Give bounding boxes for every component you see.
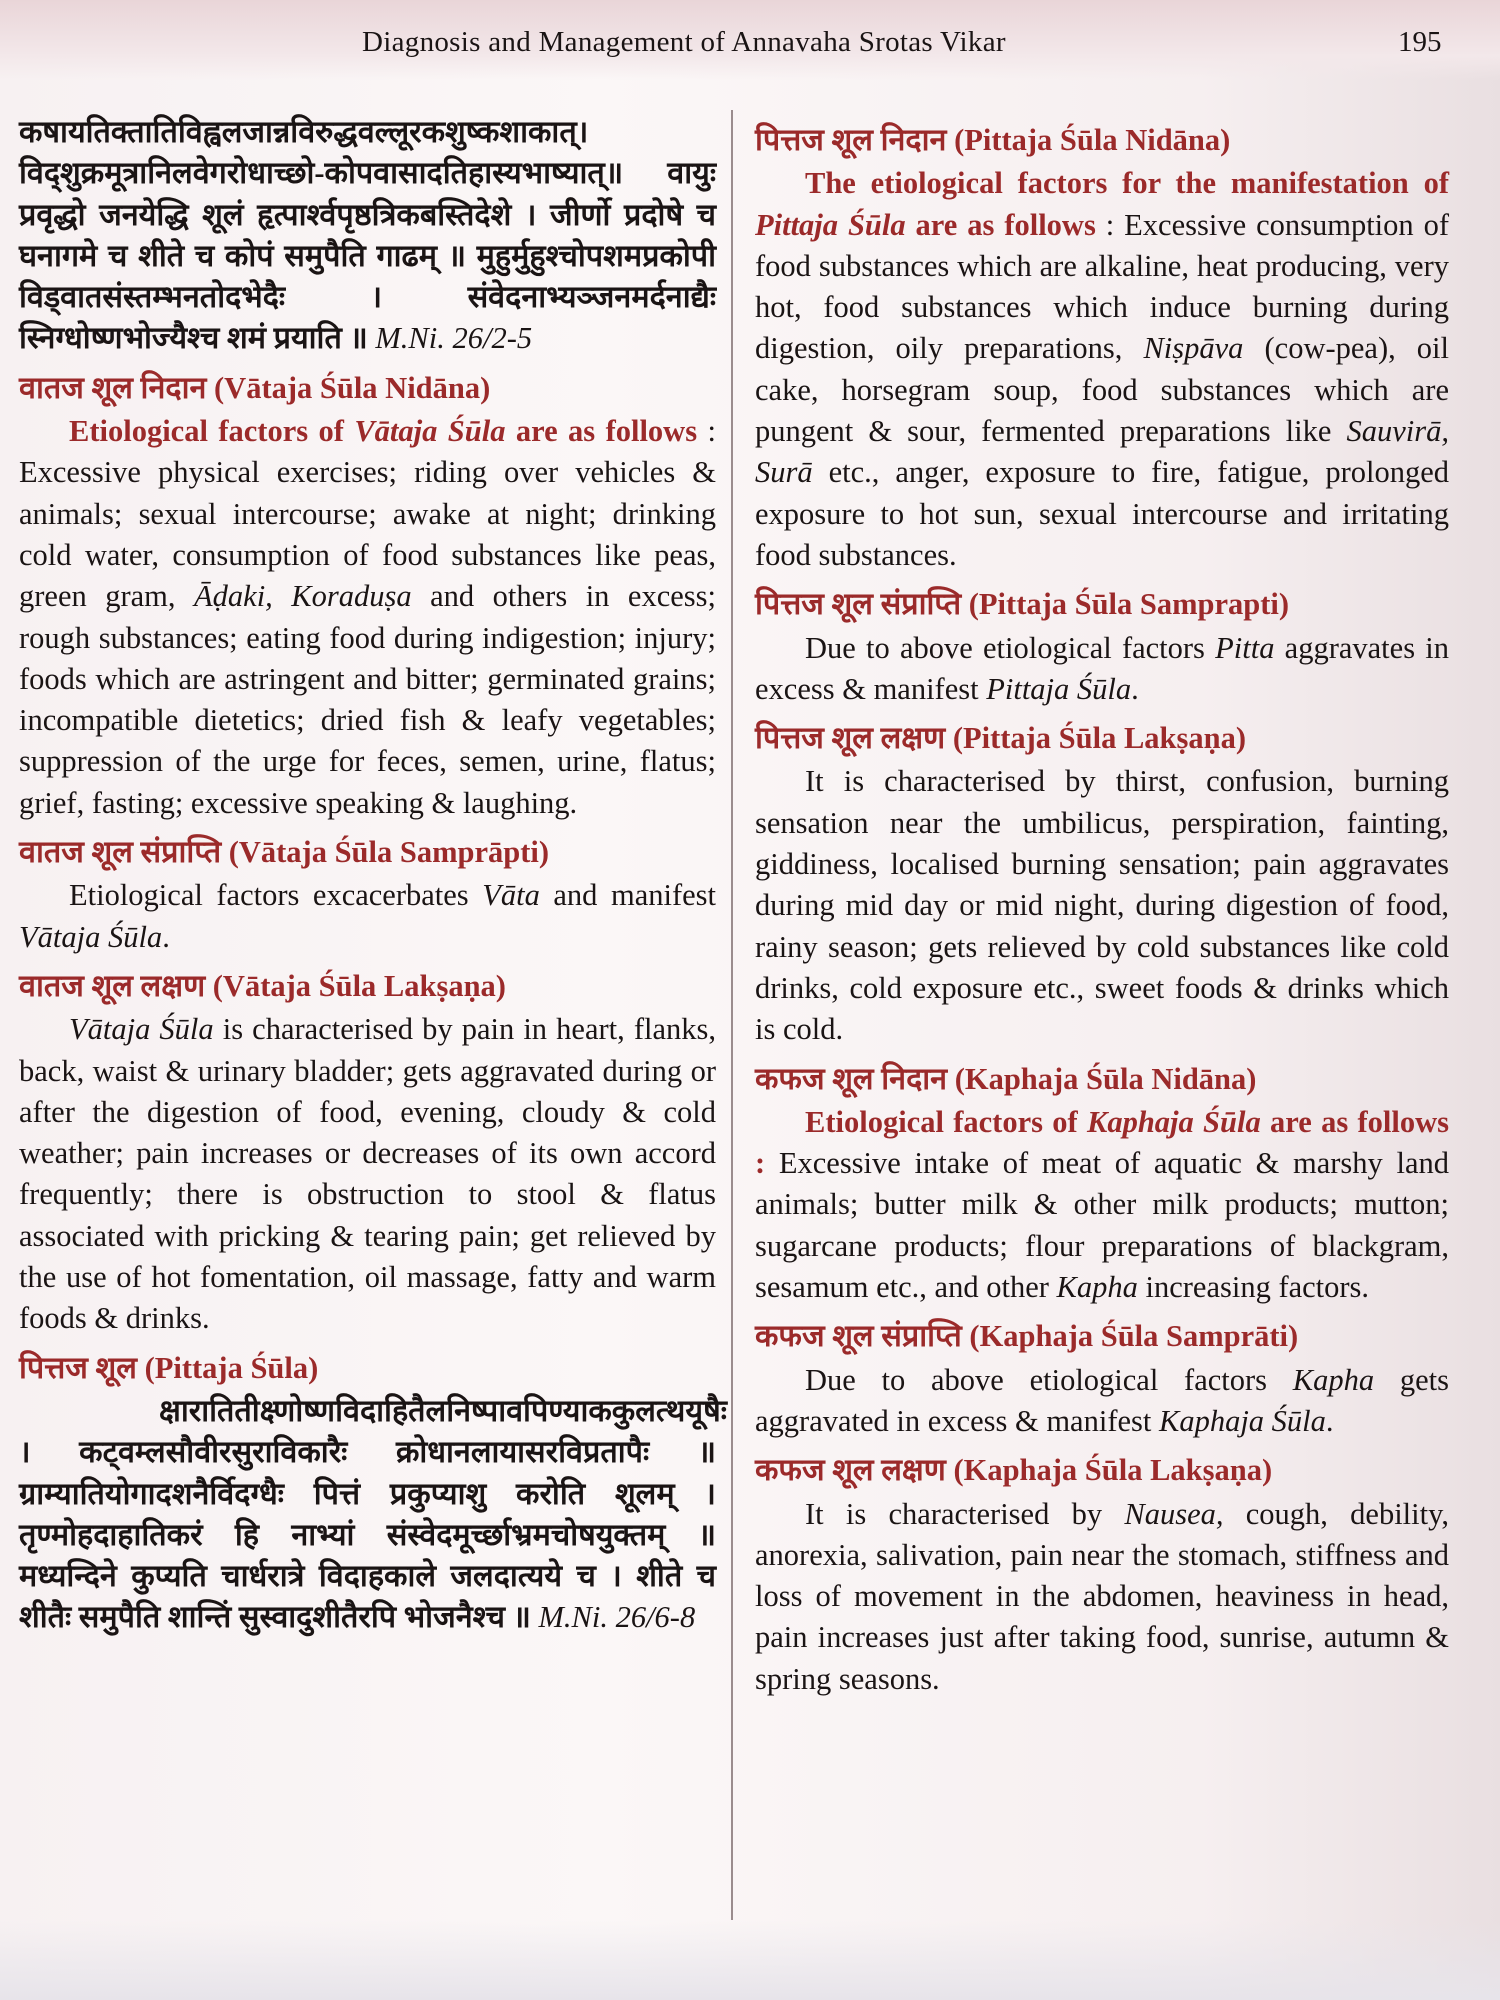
text-run: वातज शूल लक्षण (Vātaja Śūla Lakṣaṇa) bbox=[19, 968, 506, 1003]
text-run: . bbox=[1325, 1403, 1334, 1438]
highlighted-text: are as follows bbox=[505, 414, 698, 449]
text-run: पित्तज शूल संप्राप्ति (Pittaja Śūla Samprapti) bbox=[755, 587, 1290, 622]
text-run: increasing factors. bbox=[1137, 1270, 1370, 1305]
text-run: Due to above etiological factors bbox=[805, 630, 1216, 665]
text-run: पित्तज शूल लक्षण (Pittaja Śūla Lakṣaṇa) bbox=[755, 721, 1246, 756]
italic-term: M.Ni. 26/2-5 bbox=[375, 321, 533, 356]
text-run: कफज शूल संप्राप्ति (Kaphaja Śūla Samprāti) bbox=[755, 1319, 1299, 1354]
highlighted-text: The etiological factors for the manifestation of bbox=[805, 166, 1449, 201]
sanskrit-verse bbox=[19, 1391, 727, 1639]
section-heading bbox=[755, 1450, 1449, 1491]
sanskrit-verse bbox=[19, 112, 716, 360]
text-run: कषायतिक्तातिविह्वलजान्नविरुद्धवल्लूरकशुष्कशाकात्। विद्शुक्रमूत्रानिलवेगरोधाच्छो-कोपवासादतिहास्यभाष्यात्॥ वायुः प्रवृद्धो जनयेद्धि शूलं हृत्पार्श्वपृष्ठत्रिकबस्तिदेशे । जीर्णो प्रदोषे च घनागमे च शीते च कोपं समुपैति गाढम् ॥ मुहुर्मुहुश्चोपशमप्रकोपी विड्वातसंस्तम्भनतोदभेदैः । संवेदनाभ्यञ्जनमर्दनाद्यैः स्निग्धोष्णभोज्यैश्च शमं प्रयाति ॥ bbox=[19, 115, 716, 356]
text-run: क्षारातितीक्ष्णोष्णविदाहितैलनिष्पावपिण्याककुलत्थयूषैः । कट्वम्लसौवीरसुराविकारैः क्रोधानलायासरविप्रतापैः ॥ ग्राम्यातियोगादशनैर्विदग्धैः पित्तं प्रकुप्याशु करोति शूलम् । तृण्मोहदाहातिकरं हि नाभ्यां संस्वेदमूर्च्छाभ्रमचोषयुक्तम् ॥ मध्यन्दिने कुप्यति चार्धरात्रे विदाहकाले जलदात्यये च । शीते च शीतैः समुपैति शान्तिं सुस्वादुशीतैरपि भोजनैश्च ॥ bbox=[19, 1393, 727, 1635]
section-heading bbox=[755, 1316, 1449, 1357]
section-heading bbox=[19, 832, 716, 873]
text-run: gets aggravated in excess & manifest bbox=[755, 1362, 1449, 1438]
text-run: etc., anger, exposure to fire, fatigue, prolonged exposure to hot sun, sexual intercourse and irritating food substances. bbox=[755, 455, 1449, 572]
section-heading bbox=[19, 368, 716, 409]
running-title: Diagnosis and Management of Annavaha Srotas Vikar bbox=[362, 26, 1006, 58]
section-heading bbox=[755, 120, 1449, 161]
paragraph bbox=[755, 1360, 1449, 1443]
text-run: Excessive intake of meat of aquatic & marshy land animals; butter milk & other milk products; mutton; sugarcane products; flour preparations of blackgram, sesamum etc., and other bbox=[755, 1146, 1449, 1305]
text-run: It is characterised by thirst, confusion, burning sensation near the umbilicus, perspiration, fainting, giddiness, localised burning sensation; pain aggravates during mid day or mid night, during digestion of food, rainy season; gets relieved by cold substances like cold drinks, cold exposure etc., sweet foods & drinks which is cold. bbox=[755, 764, 1449, 1047]
highlighted-text: Etiological factors of bbox=[805, 1104, 1087, 1139]
text-run: पित्तज शूल (Pittaja Śūla) bbox=[19, 1350, 319, 1385]
section-heading bbox=[755, 718, 1449, 759]
section-heading bbox=[19, 966, 716, 1007]
italic-term: Pitta bbox=[1215, 630, 1275, 665]
text-run: कफज शूल निदान (Kaphaja Śūla Nidāna) bbox=[755, 1061, 1257, 1096]
text-run: Etiological factors excacerbates bbox=[69, 878, 483, 913]
paragraph bbox=[19, 411, 716, 824]
left-column bbox=[19, 112, 727, 1639]
text-run: वातज शूल निदान (Vātaja Śūla Nidāna) bbox=[19, 370, 491, 405]
text-run: cough, debility, anorexia, salivation, pain near the stomach, stiffness and loss of movement in the abdomen, heaviness in head, pain increases just after taking food, sunrise, autumn & spring seasons. bbox=[755, 1496, 1449, 1696]
column-divider bbox=[731, 110, 733, 1920]
highlighted-text: Etiological factors of bbox=[69, 414, 355, 449]
paragraph bbox=[755, 1102, 1449, 1308]
text-run: वातज शूल संप्राप्ति (Vātaja Śūla Samprāpti) bbox=[19, 835, 549, 870]
italic-term: Kapha bbox=[1292, 1362, 1375, 1397]
highlighted-text: Kaphaja Śūla bbox=[1086, 1104, 1261, 1139]
italic-term: Nausea, bbox=[1124, 1496, 1224, 1531]
italic-term: Kapha bbox=[1056, 1270, 1138, 1305]
highlighted-text: are as follows bbox=[905, 207, 1096, 242]
text-run: and others in excess; rough substances; eating food during indigestion; injury; foods which are astringent and bitter; germinated grains; incompatible dietetics; dried fish & leafy vegetables; suppression of the urge for feces, semen, urine, flatus; grief, fasting; excessive speaking & laughing. bbox=[19, 579, 717, 820]
paragraph bbox=[19, 875, 716, 958]
page-bottom-shadow bbox=[0, 1920, 1500, 2000]
italic-term: Niṣpāva bbox=[1143, 331, 1244, 366]
text-run: It is characterised by bbox=[805, 1496, 1125, 1531]
page-number: 195 bbox=[1398, 26, 1442, 58]
section-heading bbox=[755, 1059, 1449, 1100]
highlighted-text: are as follows : bbox=[755, 1104, 1449, 1181]
italic-term: Āḍaki, Koraduṣa bbox=[194, 579, 412, 614]
text-run: aggravates in excess & manifest bbox=[755, 630, 1450, 706]
text-run: : Excessive physical exercises; riding over vehicles & animals; sexual intercourse; awake at night; drinking cold water, consumption of food substances like peas, green gram, bbox=[19, 414, 716, 614]
text-run: : Excessive consumption of food substances which are alkaline, heat producing, very hot, food substances which induce burning during digestion, oily preparations, bbox=[755, 207, 1449, 366]
italic-term: Vātaja Śūla bbox=[19, 919, 163, 954]
italic-term: Kaphaja Śūla bbox=[1158, 1403, 1326, 1438]
italic-term: Pittaja Śūla bbox=[986, 671, 1132, 706]
section-heading bbox=[19, 1348, 716, 1389]
text-run: . bbox=[162, 919, 170, 954]
text-run: पित्तज शूल निदान (Pittaja Śūla Nidāna) bbox=[755, 123, 1231, 157]
italic-term: Vāta bbox=[482, 878, 540, 913]
text-run: . bbox=[1131, 671, 1139, 706]
text-run: and manifest bbox=[539, 878, 716, 913]
right-column bbox=[755, 112, 1449, 1700]
italic-term: M.Ni. 26/6-8 bbox=[538, 1600, 696, 1635]
paragraph bbox=[755, 163, 1449, 576]
italic-term: Vātaja Śūla bbox=[69, 1012, 214, 1047]
section-heading bbox=[755, 584, 1449, 625]
paragraph bbox=[755, 1494, 1449, 1700]
text-run: is characterised by pain in heart, flanks, back, waist & urinary bladder; gets aggravated during or after the digestion of food, evening, cloudy & cold weather; pain increases or decreases of its own accord frequently; there is obstruction to stool & flatus associated with pricking & tearing pain; get relieved by the use of hot fomentation, oil massage, fatty and warm foods & drinks. bbox=[19, 1012, 716, 1336]
page-header bbox=[0, 0, 1500, 80]
paragraph bbox=[19, 1009, 716, 1339]
text-run: (cow-pea), oil cake, horsegram soup, food substances which are pungent & sour, fermented preparations like bbox=[755, 331, 1449, 449]
text-run: कफज शूल लक्षण (Kaphaja Śūla Lakṣaṇa) bbox=[755, 1453, 1273, 1488]
paragraph bbox=[755, 761, 1449, 1050]
highlighted-text: Vātaja Śūla bbox=[354, 414, 506, 449]
text-run: Due to above etiological factors bbox=[805, 1362, 1293, 1397]
italic-term: Sauvirā, Surā bbox=[755, 414, 1449, 490]
highlighted-text: Pittaja Śūla bbox=[755, 207, 906, 242]
paragraph bbox=[755, 628, 1449, 711]
